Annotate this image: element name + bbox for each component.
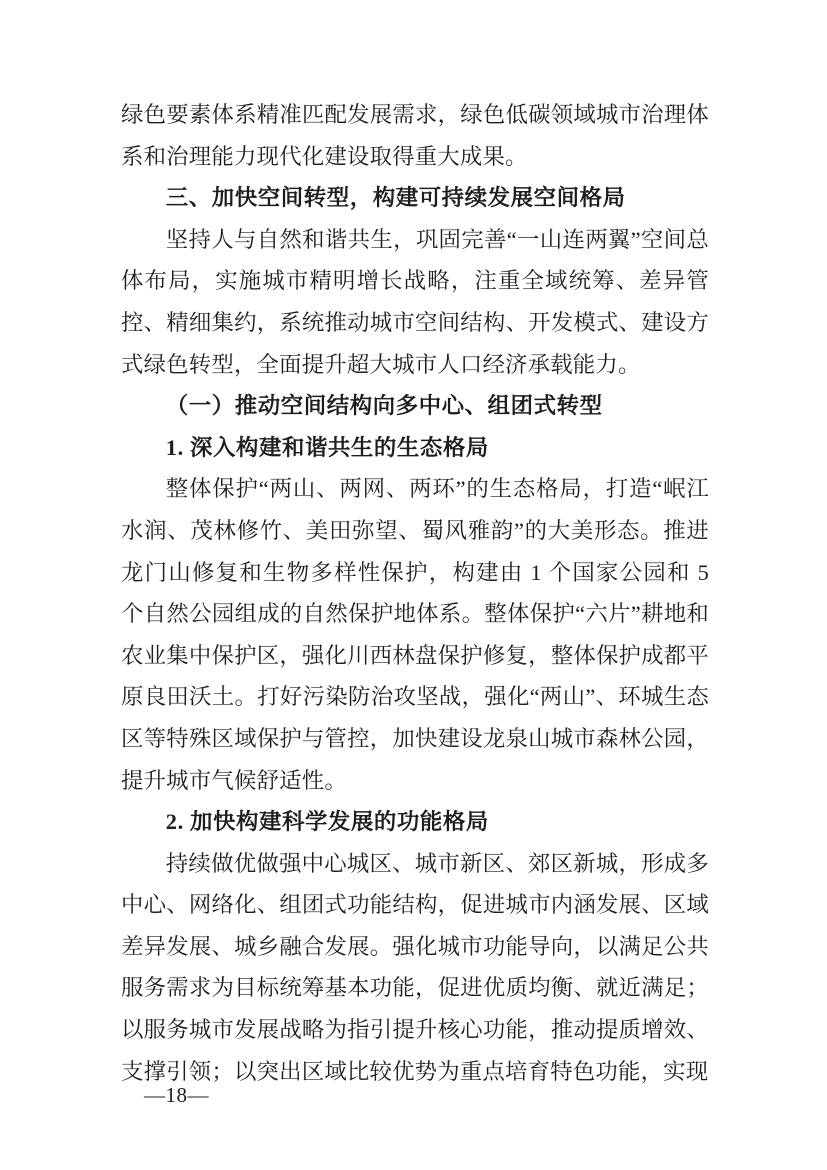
numbered-heading-1: 1. 深入构建和谐共生的生态格局 (165, 434, 489, 460)
subsection-heading-1: （一）推动空间结构向多中心、组团式转型 (165, 393, 603, 419)
paragraph-continuation: 绿色要素体系精准匹配发展需求，绿色低碳领域城市治理体系和治理能力现代化建设取得重大成果。 (121, 102, 709, 169)
page-footer (144, 1082, 209, 1108)
paragraph-ecology: 整体保护“两山、两网、两环”的生态格局，打造“岷江水润、茂林修竹、美田弥望、蜀风雅韵”的大美形态。推进龙门山修复和生物多样性保护，构建由 1 个国家公园和 5 个自然公园组成的自然保护地体系。整体保护“六片”耕地和农业集中保护区，强化川西林盘保护修复，整体保护成都平原良田沃土。打好污染防治攻坚战，强化“两山”、环城生态区等特殊区域保护与管控，加快建设龙泉山城市森林公园，提升城市气候舒适性。 (121, 476, 709, 793)
numbered-heading-2: 2. 加快构建科学发展的功能格局 (165, 809, 489, 835)
paragraph-space-overview: 坚持人与自然和谐共生，巩固完善“一山连两翼”空间总体布局，实施城市精明增长战略，注重全域统筹、差异管控、精细集约，系统推动城市空间结构、开发模式、建设方式绿色转型，全面提升超大城市人口经济承载能力。 (121, 226, 709, 377)
paragraph-function: 持续做优做强中心城区、城市新区、郊区新城，形成多中心、网络化、组团式功能结构，促进城市内涵发展、区域差异发展、城乡融合发展。强化城市功能导向，以满足公共服务需求为目标统筹基本功能，促进优质均衡、就近满足；以服务城市发展战略为指引提升核心功能，推动提质增效、支撑引领；以突出区域比较优势为重点培育特色功能，实现 (121, 850, 709, 1084)
page-number: —18— (144, 1083, 209, 1107)
section-heading-3: 三、加快空间转型，构建可持续发展空间格局 (165, 185, 626, 211)
document-body (121, 94, 709, 1092)
